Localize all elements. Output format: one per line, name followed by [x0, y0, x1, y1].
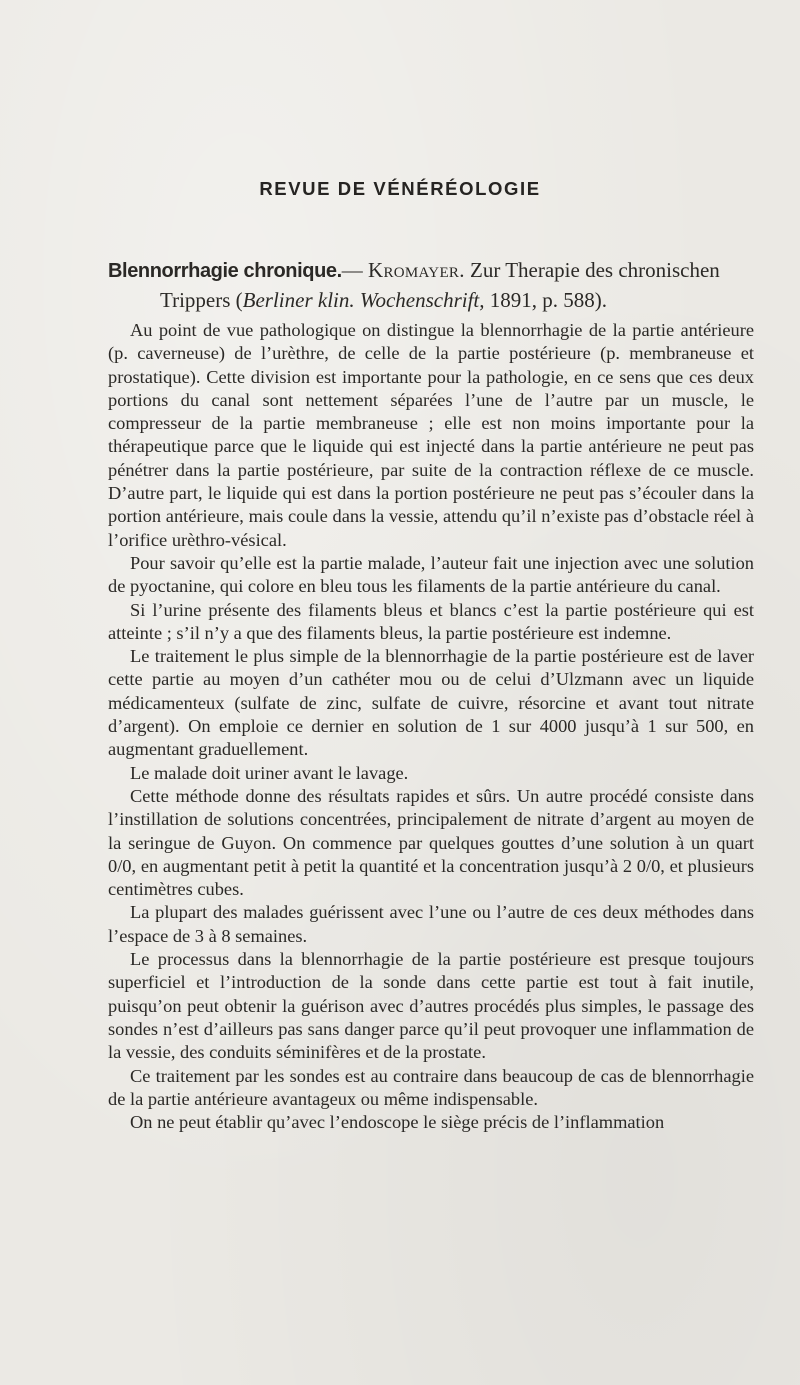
paragraph: La plupart des malades guérissent avec l’une ou l’autre de ces deux méthodes dans l’espace de 3 à 8 semaines. — [108, 902, 754, 946]
article-title-line1: Zur Therapie des chronischen — [470, 258, 720, 282]
heading-dash: — — [341, 258, 363, 282]
paragraph: Le traitement le plus simple de la blennorrhagie de la partie postérieure est de laver cette partie au moyen d’un cathéter mou ou de celui d’Ulzmann avec un liquide médicamenteux (sulfate de zinc, sulfate de cuivre, résorcine et avant tout nitrate d’argent). On emploie ce dernier en solution de 1 sur 4000 jusqu’à 1 sur 500, en augmentant graduellement. — [108, 646, 754, 760]
section-header: REVUE DE VÉNÉRÉOLOGIE — [259, 178, 541, 199]
source-journal: Berliner klin. Wochenschrift, — [242, 288, 485, 312]
paragraph: Si l’urine présente des filaments bleus et blancs c’est la partie postérieure qui est atteinte ; s’il n’y a que des filaments bleus, la partie postérieure est indemne. — [108, 599, 754, 643]
article-body — [108, 319, 754, 1134]
paragraph: Le processus dans la blennorrhagie de la partie postérieure est presque toujours superficiel et l’introduction de la sonde dans cette partie est tout à fait inutile, puisqu’on peut obtenir la guérison avec d’autres procédés plus simples, le passage des sondes n’est d’ailleurs pas sans danger parce qu’il peut provoquer une inflammation de la vessie, des conduits séminifères et de la prostate. — [108, 949, 754, 1063]
source-open-paren: ( — [235, 288, 243, 312]
article-topic: Blennorrhagie chronique. — [108, 260, 342, 282]
paragraph: On ne peut établir qu’avec l’endoscope le siège précis de l’inflammation — [130, 1112, 665, 1133]
article-heading — [108, 256, 754, 315]
paragraph: Au point de vue pathologique on distingue la blennorrhagie de la partie antérieure (p. caverneuse) de l’urèthre, de celle de la partie postérieure (p. membraneuse et prostatique). Cette division est importante pour la pathologie, en ce sens que ces deux portions du canal sont nettement séparées l’une de l’autre par un muscle, le compresseur de la partie membraneuse ; elle est non moins importante pour la thérapeutique parce que le liquide qui est injecté dans la partie antérieure ne peut pas pénétrer dans la partie postérieure, par suite de la contraction réflexe de ce muscle. D’autre part, le liquide qui est dans la portion postérieure ne peut pas s’écouler dans la portion antérieure, mais coule dans la vessie, attendu qu’il n’existe pas d’obstacle réel à l’orifice urèthro-vésical. — [108, 320, 754, 550]
paragraph: Ce traitement par les sondes est au contraire dans beaucoup de cas de blennorrhagie de la partie antérieure avantageux ou même indispensable. — [108, 1065, 754, 1109]
paragraph: Le malade doit uriner avant le lavage. — [130, 762, 409, 783]
source-reference: 1891, p. 588). — [489, 288, 608, 312]
paragraph: Pour savoir qu’elle est la partie malade, l’auteur fait une injection avec une solution de pyoctanine, qui colore en bleu tous les filaments de la partie antérieure du canal. — [108, 552, 754, 597]
article-author: Kromayer. — [368, 258, 465, 282]
article-title-line2: Trippers — [160, 288, 231, 312]
article-title-continuation — [108, 286, 754, 315]
paragraph: Cette méthode donne des résultats rapides et sûrs. Un autre procédé consiste dans l’instillation de solutions concentrées, principalement de nitrate d’argent au moyen de la seringue de Guyon. On commence par quelques gouttes d’une solution à un quart 0/0, en augmentant petit à petit la quantité et la concentration jusqu’à 2 0/0, et plusieurs centimètres cubes. — [108, 785, 754, 900]
